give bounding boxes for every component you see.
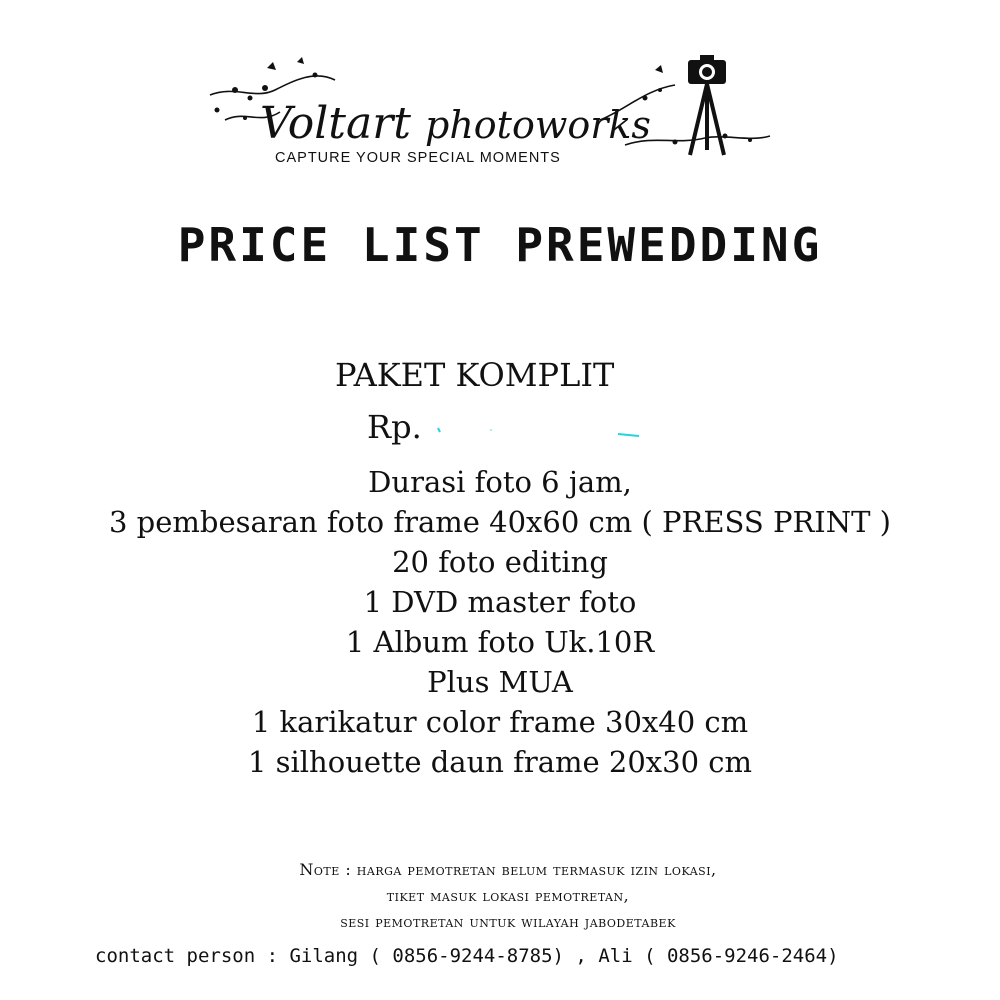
feature-item: 20 foto editing	[392, 545, 608, 579]
feature-item: 1 silhouette daun frame 20x30 cm	[247, 745, 753, 779]
feature-item: 1 Album foto Uk.10R	[345, 625, 655, 659]
notes-block	[0, 857, 1000, 935]
brand-logo	[205, 50, 775, 170]
logo-graphic	[205, 50, 775, 170]
vine-left	[210, 76, 335, 95]
feature-item: Plus MUA	[427, 665, 573, 699]
package-name: PAKET KOMPLIT	[335, 356, 615, 394]
feature-item: 3 pembesaran foto frame 40x60 cm ( PRESS PRINT )	[108, 505, 891, 539]
svg-text:CAPTURE YOUR SPECIAL MOMENTS: CAPTURE YOUR SPECIAL MOMENTS	[275, 150, 561, 166]
feature-item: 1 karikatur color frame 30x40 cm	[251, 705, 749, 739]
contact-person: contact person : Gilang ( 0856-9244-8785) , Ali ( 0856-9246-2464)	[95, 945, 839, 967]
note-line: tiket masuk lokasi pemotretan,	[386, 886, 630, 905]
page-title: PRICE LIST PREWEDDING	[177, 218, 823, 272]
svg-text:Voltart: Voltart	[260, 98, 411, 149]
price-prefix: Rp.	[367, 408, 422, 446]
feature-item: 1 DVD master foto	[363, 585, 637, 619]
note-line: sesi pemotretan untuk wilayah jabodetabek	[340, 912, 676, 931]
feature-item: Durasi foto 6 jam,	[368, 465, 632, 499]
camera-tripod-icon	[688, 55, 726, 155]
svg-text:photoworks: photoworks	[425, 103, 651, 147]
redacted-price-mark	[436, 424, 641, 442]
note-line: Note : harga pemotretan belum termasuk izin lokasi,	[299, 860, 717, 879]
package-feature-list	[0, 462, 1000, 782]
